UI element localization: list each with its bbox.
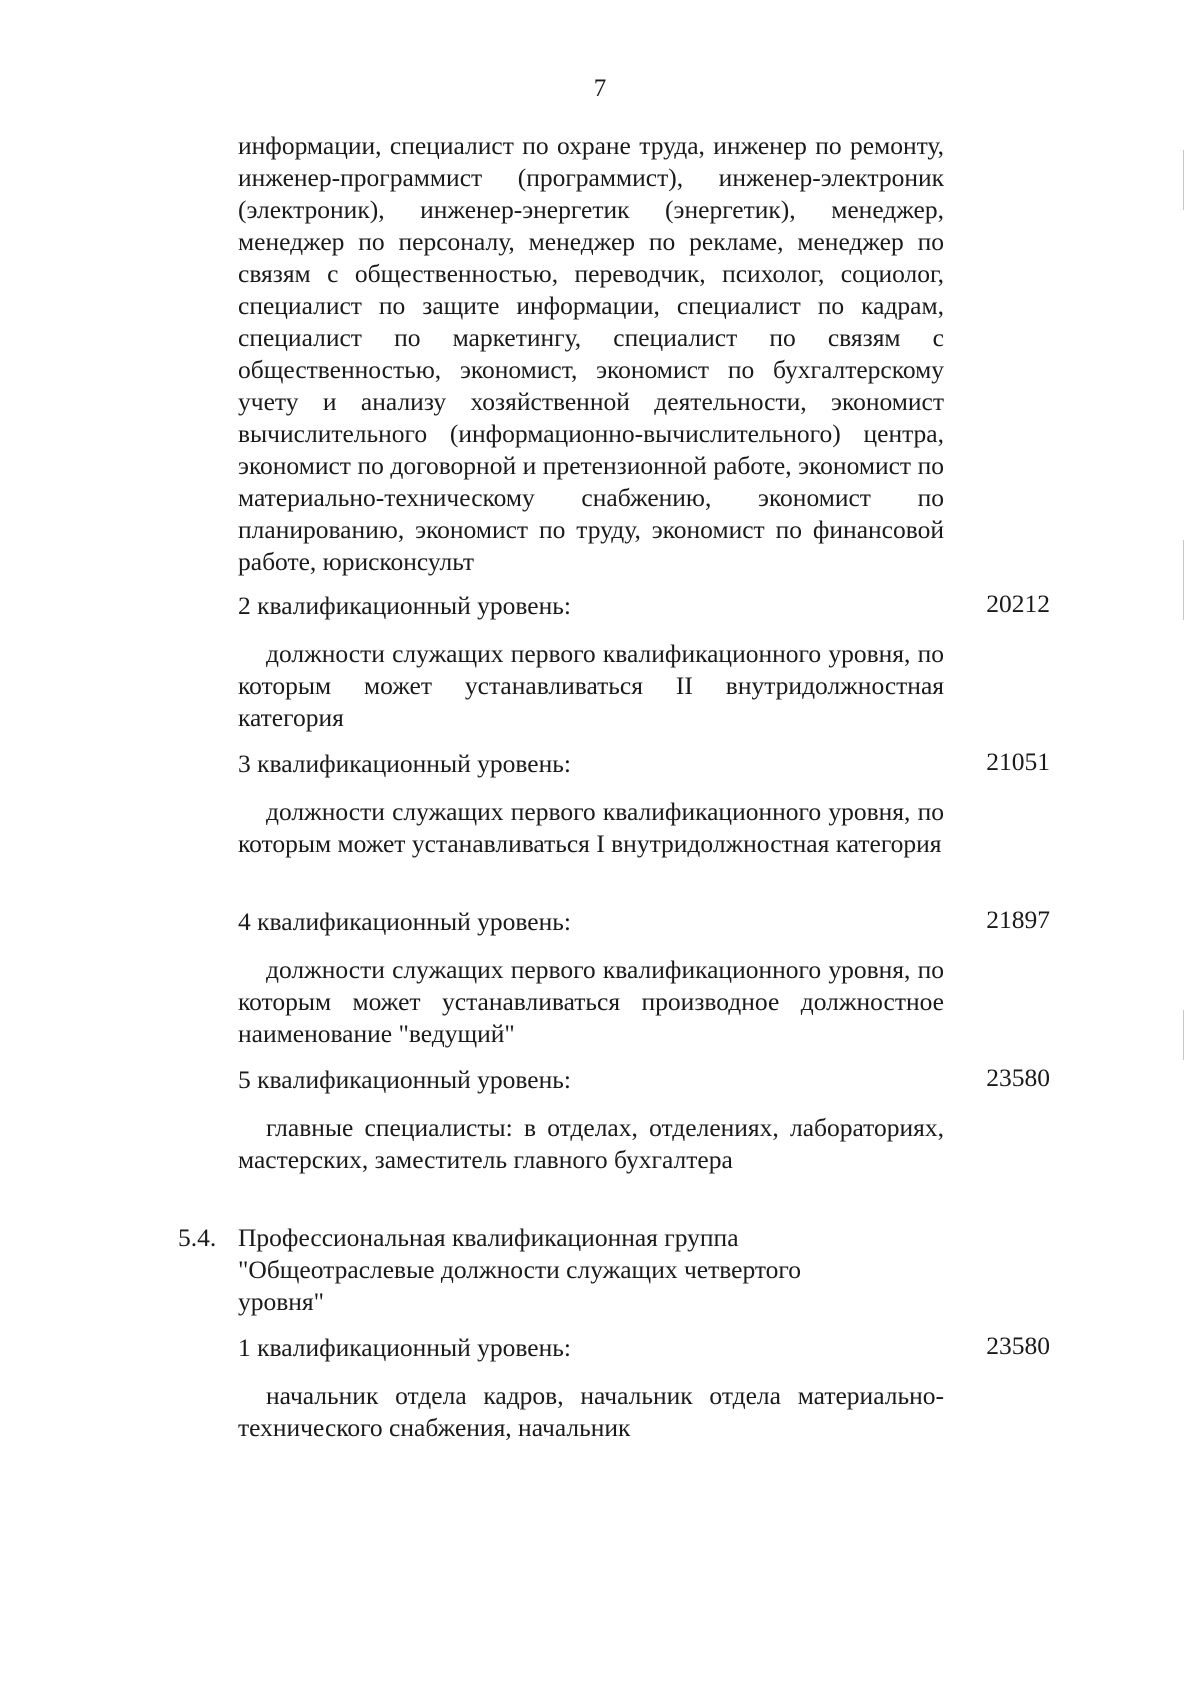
level-value: 21897 <box>986 905 1050 934</box>
level-label: 1 квалификационный уровень: <box>238 1333 571 1362</box>
level-value: 23580 <box>986 1063 1050 1092</box>
level-description: должности служащих первого квалификационного уровня, по которым может устанавливаться II внутридолжностная категория <box>238 639 944 732</box>
section-number: 5.4. <box>178 1223 217 1252</box>
level-description: должности служащих первого квалификационного уровня, по которым может устанавливаться I внутридолжностная категория <box>238 797 944 858</box>
level-label: 3 квалификационный уровень: <box>238 749 571 778</box>
page-number: 7 <box>593 75 607 102</box>
level-value: 23580 <box>986 1331 1050 1360</box>
level-value: 21051 <box>986 747 1050 776</box>
level-description: главные специалисты: в отделах, отделениях, лабораториях, мастерских, заместитель главного бухгалтера <box>238 1113 944 1174</box>
level-description: начальник отдела кадров, начальник отдела материально-технического снабжения, начальник <box>238 1381 944 1442</box>
level-label: 2 квалификационный уровень: <box>238 591 571 620</box>
level-label: 5 квалификационный уровень: <box>238 1065 571 1094</box>
level-description: должности служащих первого квалификационного уровня, по которым может устанавливаться производное должностное наименование "ведущий" <box>238 955 944 1048</box>
intro-paragraph: информации, специалист по охране труда, инженер по ремонту, инженер-программист (программист), инженер-электроник (электроник), инженер-энергетик (энергетик), менеджер, менеджер по персоналу, менеджер по рекламе, менеджер по связям с общественностью, переводчик, психолог, социолог, специалист по защите информации, специалист по кадрам, специалист по маркетингу, специалист по связям с общественностью, экономист, экономист по бухгалтерскому учету и анализу хозяйственной деятельности, экономист вычислительного (информационно-вычислительного) центра, экономист по договорной и претензионной работе, экономист по материально-техническому снабжению, экономист по планированию, экономист по труду, экономист по финансовой работе, юрисконсульт <box>238 131 944 576</box>
level-label: 4 квалификационный уровень: <box>238 907 571 936</box>
section-title: Профессиональная квалификационная группа "Общеотраслевые должности служащих четвертого уровня" <box>238 1223 802 1316</box>
level-value: 20212 <box>986 589 1050 618</box>
scan-artifact <box>1183 150 1184 210</box>
scan-artifact <box>1183 540 1184 620</box>
scan-artifact <box>1183 1010 1184 1060</box>
